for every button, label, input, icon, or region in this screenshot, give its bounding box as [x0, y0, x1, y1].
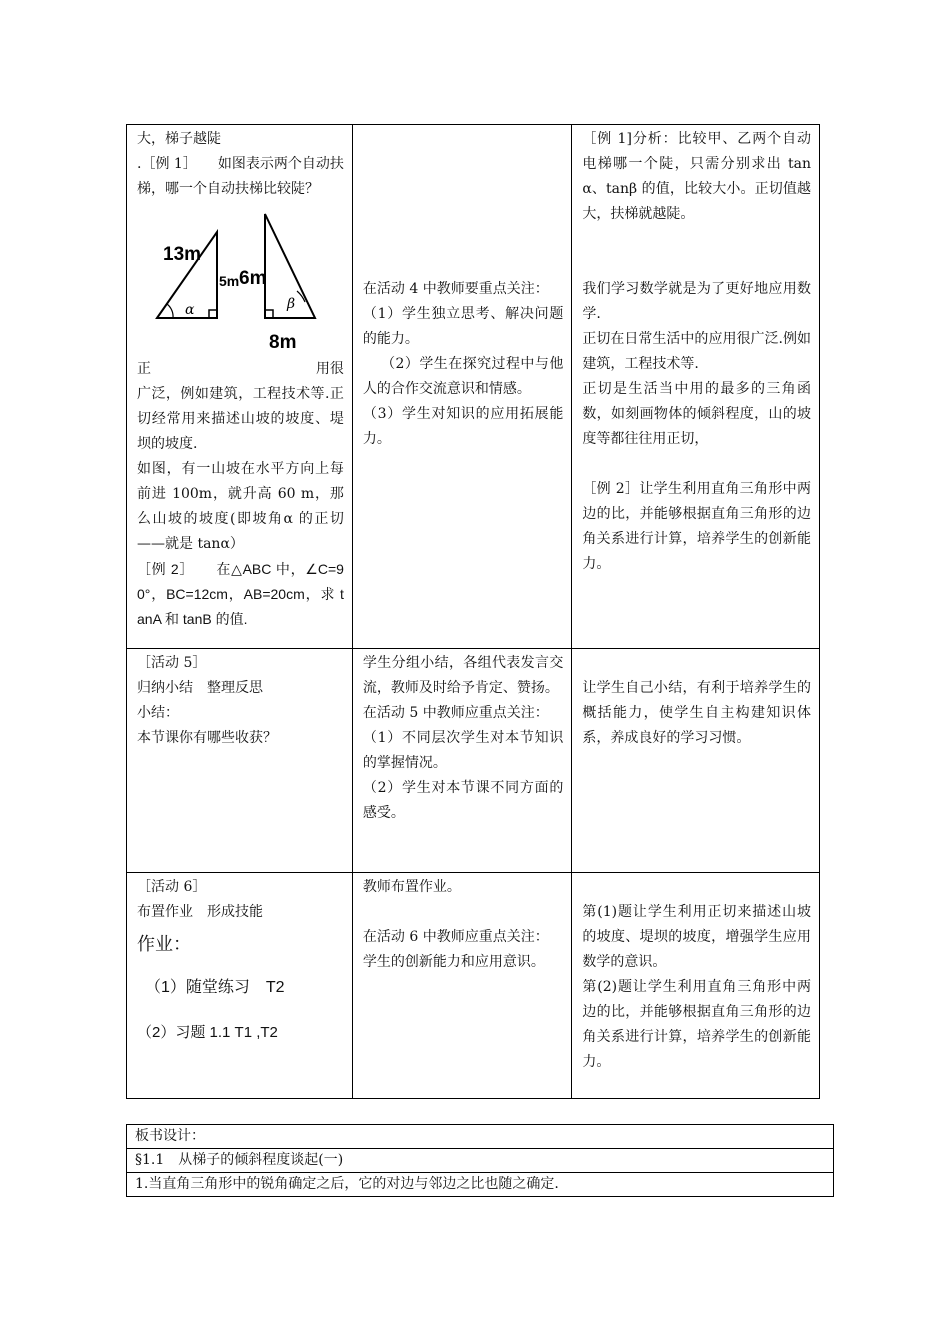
design-intent-cell [572, 649, 820, 873]
teacher-focus-cell [352, 125, 571, 649]
design-intent-cell [572, 873, 820, 1099]
paragraph: 本节课你有哪些收获？ [137, 730, 277, 746]
example-1-text: .［例 1］ 如图表示两个自动扶梯，哪一个自动扶梯比较陡？ [137, 156, 344, 197]
table-row-activity-6 [127, 873, 820, 1099]
right-right-angle-mark [265, 310, 273, 318]
board-header: 板书设计： [127, 1125, 834, 1149]
paragraph: （1）学生独立思考、解决问题的能力。 [362, 306, 564, 347]
homework-item-1: （1）随堂练习 T2 [145, 979, 285, 996]
homework-title: 作业： [137, 934, 191, 954]
alpha-arc [167, 304, 173, 318]
paragraph: 第(1)题让学生利用正切来描述山坡的坡度、堤坝的坡度，增强学生应用数学的意识。 [582, 904, 811, 970]
lesson-plan-table [126, 124, 820, 1099]
label-5m: 5m [219, 273, 240, 289]
paragraph: （1）不同层次学生对本节知识的掌握情况。 [362, 730, 564, 771]
paragraph: 小结： [137, 705, 179, 721]
paragraph: 如图，有一山坡在水平方向上每前进 100m，就升高 60 m，那么山坡的坡度(即坡角α 的正切——就是 tanα） [137, 461, 344, 552]
paragraph: 在活动 6 中教师应重点关注： [362, 929, 549, 945]
teacher-focus-cell [352, 649, 571, 873]
activity-cell [127, 125, 353, 649]
board-row [127, 1149, 834, 1173]
paragraph: 正切在日常生活中的应用很广泛.例如建筑，工程技术等. [582, 331, 811, 372]
teacher-focus-cell [352, 873, 571, 1099]
label-beta: β [287, 296, 296, 312]
paragraph: （2）学生在探究过程中与他人的合作交流意识和情感。 [362, 356, 564, 397]
paragraph: 在活动 4 中教师要重点关注： [362, 281, 549, 297]
paragraph: ［例 1]分析：比较甲、乙两个自动电梯哪一个陡，只需分别求出 tanα、tanβ 的值，比较大小。正切值越大，扶梯就越陡。 [582, 131, 811, 222]
board-row [127, 1125, 834, 1149]
paragraph: 学生分组小结，各组代表发言交流，教师及时给予肯定、赞扬。 [362, 655, 564, 696]
paragraph: （2）学生对本节课不同方面的感受。 [362, 780, 564, 821]
paragraph: 我们学习数学就是为了更好地应用数学. [582, 281, 811, 322]
text-fragment: 用很 [315, 361, 344, 377]
activity-cell [127, 649, 353, 873]
activity-title: 布置作业 形成技能 [137, 904, 263, 920]
label-8m: 8m [269, 332, 297, 353]
table-row-activity-4 [127, 125, 820, 649]
text-fragment: 正 [137, 361, 151, 377]
text-line: 大，梯子越陡 [137, 131, 221, 147]
board-section-title: §1.1 从梯子的倾斜程度谈起(一) [127, 1149, 834, 1173]
paragraph: 在活动 5 中教师应重点关注： [362, 705, 549, 721]
board-design-table [126, 1124, 834, 1197]
example-2-text: ［例 2］ 在△ABC 中，∠C=90°，BC=12cm，AB=20cm，求 tanA 和 tanB 的值. [137, 561, 344, 627]
paragraph: 教师布置作业。 [362, 879, 461, 895]
label-6m: 6m [239, 268, 267, 289]
paragraph: ［例 2］让学生利用直角三角形中两边的比，并能够根据直角三角形的边角关系进行计算，培养学生的创新能力。 [582, 481, 811, 572]
activity-label: ［活动 6］ [137, 879, 207, 895]
triangles-diagram [137, 210, 327, 355]
activity-cell [127, 873, 353, 1099]
design-intent-cell [572, 125, 820, 649]
escalator-triangles-figure [137, 210, 327, 355]
paragraph: 让学生自己小结，有利于培养学生的概括能力，使学生自主构建知识体系，养成良好的学习习惯。 [582, 680, 811, 746]
board-line-1: 1.当直角三角形中的锐角确定之后，它的对边与邻边之比也随之确定. [127, 1173, 834, 1197]
text-line-split [137, 357, 344, 382]
paragraph: 正切是生活当中用的最多的三角函数，如刻画物体的倾斜程度，山的坡度等都往往用正切， [582, 381, 811, 447]
paragraph: 学生的创新能力和应用意识。 [362, 954, 545, 970]
activity-label: ［活动 5］ [137, 655, 207, 671]
paragraph: 广泛，例如建筑，工程技术等.正切经常用来描述山坡的坡度、堤坝的坡度. [137, 386, 344, 452]
board-row [127, 1173, 834, 1197]
paragraph: 第(2)题让学生利用直角三角形中两边的比，并能够根据直角三角形的边角关系进行计算，培养学生的创新能力。 [582, 979, 811, 1070]
label-13m: 13m [163, 244, 202, 265]
left-right-angle-mark [209, 310, 217, 318]
label-alpha: α [185, 302, 195, 318]
activity-title: 归纳小结 整理反思 [137, 680, 263, 696]
homework-item-2: （2）习题 1.1 T1 ,T2 [137, 1024, 278, 1041]
table-row-activity-5 [127, 649, 820, 873]
paragraph: （3）学生对知识的应用拓展能力。 [362, 406, 564, 447]
